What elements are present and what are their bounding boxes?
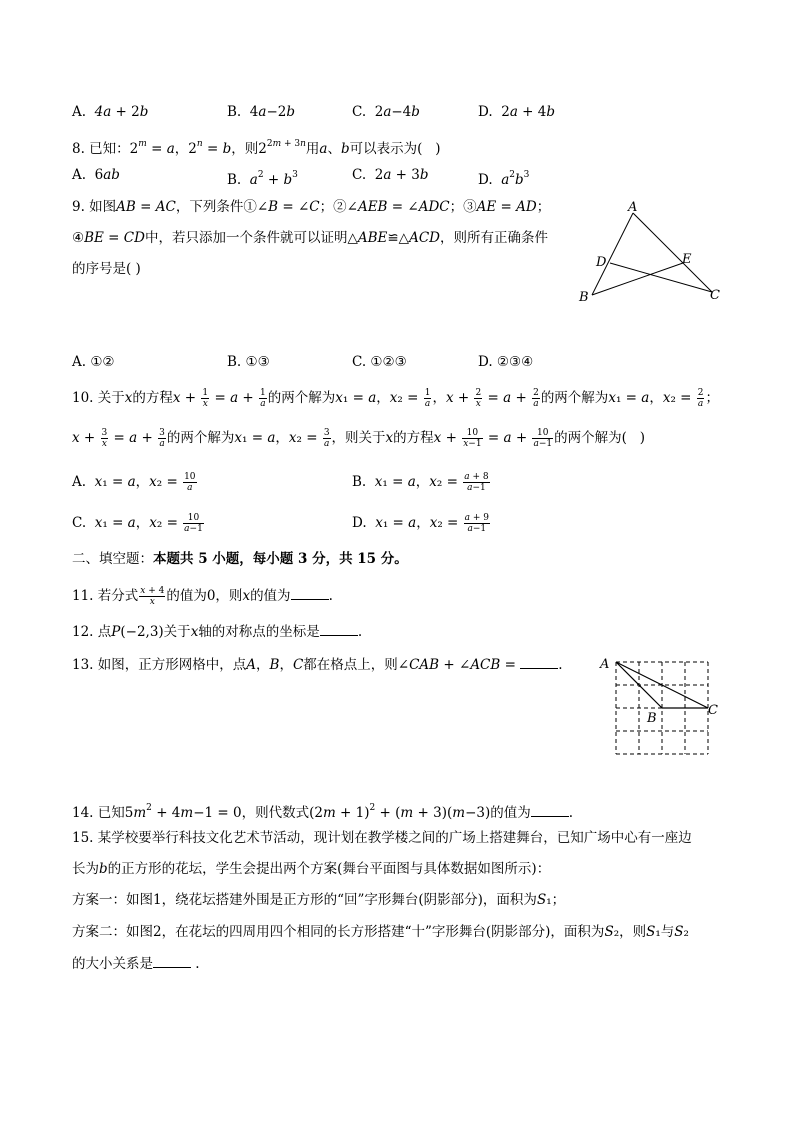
q9-label-d: D <box>596 255 607 270</box>
q9-line3: 的序号是( ) <box>72 261 141 277</box>
q13-label-b: B <box>647 711 657 726</box>
q9-label-a: A <box>628 200 638 215</box>
q10-option-d: D. x₁ = a，x₂ = $\frac{a + 9}{a-1}$ <box>352 513 490 534</box>
q7-option-c: C. 2a−4b <box>352 104 420 120</box>
q8-option-d: D. $a^2b^3$ <box>478 170 530 188</box>
q10-option-b: B. x₁ = a，x₂ = $\frac{a + 8}{a-1}$ <box>352 472 489 493</box>
q9-option-a: A. ①② <box>72 354 115 370</box>
q14: 14. 已知$5m^2 + 4m-1 = 0$，则代数式$(2m + 1)^2 + (m + 3)(m-3)$的值为 . <box>72 803 574 821</box>
q10-option-a: A. x₁ = a，x₂ = $\frac{10}{a}$ <box>72 472 196 493</box>
q9-line2: ④BE = CD中，若只添加一个条件就可以证明△ABE≌△ACD，则所有正确条件 <box>72 230 548 246</box>
q15-line3: 方案一：如图1，绕花坛搭建外围是正方形的“回”字形舞台(阴影部分)，面积为S₁； <box>72 892 566 908</box>
q9-label-c: C <box>710 288 720 303</box>
q15-line1: 15. 某学校要举行科技文化艺术节活动，现计划在教学楼之间的广场上搭建舞台，已知广场中心有一座边 <box>72 830 692 846</box>
q10-option-c: C. x₁ = a，x₂ = $\frac{10}{a-1}$ <box>72 513 203 534</box>
q9-line1: 9. 如图AB = AC，下列条件①∠B = ∠C；②∠AEB = ∠ADC；③AE = AD； <box>72 199 551 215</box>
q8-option-b: B. $a^2 + b^3$ <box>227 170 298 188</box>
q15-line4: 方案二：如图2，在花坛的四周用四个相同的长方形搭建“十”字形舞台(阴影部分)，面积为S₂，则S₁与S₂ <box>72 924 689 940</box>
q13-label-a: A <box>600 657 610 672</box>
q13: 13. 如图，正方形网格中，点A，B，C都在格点上，则∠CAB + ∠ACB = . <box>72 657 563 673</box>
q9-label-e: E <box>682 252 692 267</box>
q9-triangle-figure <box>570 195 730 310</box>
q8-option-a: A. 6ab <box>72 167 120 183</box>
q11: 11. 若分式 $\frac{x + 4}{x}$ 的值为0，则x的值为 . <box>72 586 333 607</box>
q7-option-d: D. 2a + 4b <box>478 104 556 120</box>
q9-option-c: C. ①②③ <box>352 354 407 370</box>
q13-grid-figure <box>595 652 725 762</box>
q9-option-d: D. ②③④ <box>478 354 534 370</box>
q9-label-b: B <box>579 290 589 305</box>
q8-option-c: C. 2a + 3b <box>352 167 429 183</box>
q7-option-b: B. 4a−2b <box>227 104 296 120</box>
q15-line5: 的大小关系是 . <box>72 956 200 972</box>
q12: 12. 点P(−2,3)关于x轴的对称点的坐标是 . <box>72 624 363 640</box>
q10-line2: x + $\frac{3}{x}$ = a + $\frac{3}{a}$ 的两个解为x₁ = a，x₂ = $\frac{3}{a}$ ，则关于x的方程x + $\frac{10}{x-1}$ = a + $\frac{10}{a-1}$ 的两个解为( ) <box>72 428 646 449</box>
q13-label-c: C <box>708 703 718 718</box>
q9-option-b: B. ①③ <box>227 354 270 370</box>
q7-option-a: A. 4a + 2b <box>72 104 149 120</box>
q8-stem: 8. 已知：$2^m = a$，$2^n = b$，则$2^{2m + 3n}$用a、b可以表示为( ) <box>72 139 441 157</box>
section-2-heading: 二、填空题：本题共 5 小题，每小题 3 分，共 15 分。 <box>72 551 408 567</box>
q10-line1: 10. 关于x的方程x + $\frac{1}{x}$ = a + $\frac{1}{a}$ 的两个解为x₁ = a，x₂ = $\frac{1}{a}$ ，x + $\frac{2}{x}$ = a + $\frac{2}{a}$ 的两个解为x₁ = a，x₂ = $\frac{2}{a}$ ； <box>72 388 719 409</box>
q15-line2: 长为b的正方形的花坛，学生会提出两个方案(舞台平面图与具体数据如图所示)： <box>72 861 551 877</box>
